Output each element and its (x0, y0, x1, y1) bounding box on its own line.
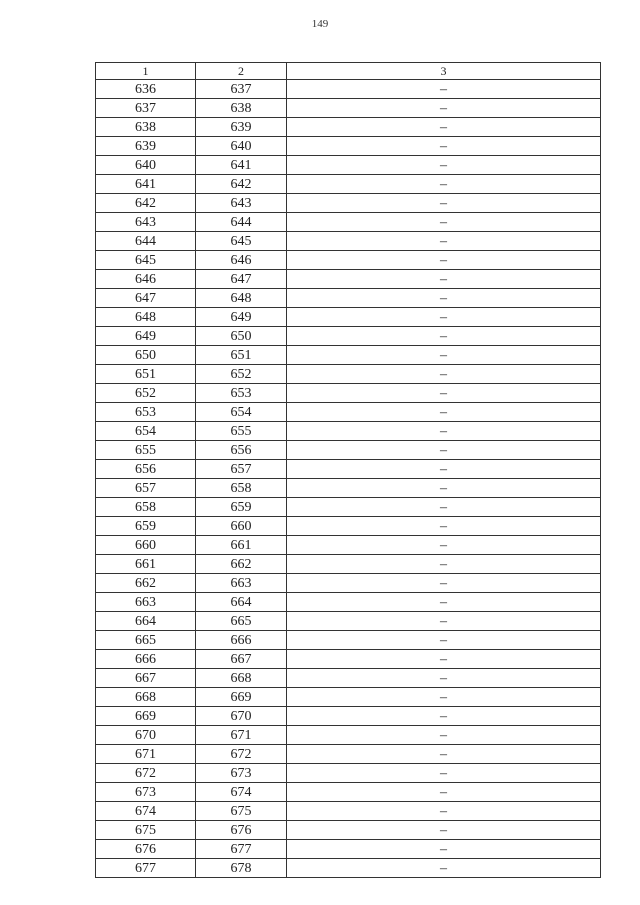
table-row (96, 308, 601, 327)
table-cell-col-2: 674 (196, 783, 287, 802)
table-cell-col-1: 674 (96, 802, 196, 821)
table-cell-col-1: 645 (96, 251, 196, 270)
table-cell-col-1: 677 (96, 859, 196, 878)
table-row (96, 194, 601, 213)
table-row (96, 213, 601, 232)
table-row (96, 441, 601, 460)
table-cell-col-1: 643 (96, 213, 196, 232)
table-cell-col-1: 638 (96, 118, 196, 137)
table-cell-col-3: – (287, 384, 601, 403)
table-cell-col-2: 643 (196, 194, 287, 213)
table-cell-col-1: 649 (96, 327, 196, 346)
table-row (96, 80, 601, 99)
table-cell-col-3: – (287, 840, 601, 859)
table-cell-col-3: – (287, 137, 601, 156)
table-cell-col-3: – (287, 536, 601, 555)
table-cell-col-3: – (287, 270, 601, 289)
table-cell-col-2: 651 (196, 346, 287, 365)
table-row (96, 403, 601, 422)
table-cell-col-3: – (287, 80, 601, 99)
table-row (96, 612, 601, 631)
table-cell-col-1: 668 (96, 688, 196, 707)
table-cell-col-3: – (287, 650, 601, 669)
table-cell-col-1: 656 (96, 460, 196, 479)
table-cell-col-1: 642 (96, 194, 196, 213)
page-number: 149 (311, 18, 329, 30)
table-cell-col-2: 641 (196, 156, 287, 175)
table-cell-col-2: 673 (196, 764, 287, 783)
table-cell-col-2: 668 (196, 669, 287, 688)
table-cell-col-3: – (287, 403, 601, 422)
table-cell-col-3: – (287, 118, 601, 137)
table-cell-col-2: 647 (196, 270, 287, 289)
table-cell-col-1: 654 (96, 422, 196, 441)
table-cell-col-2: 663 (196, 574, 287, 593)
table-cell-col-2: 640 (196, 137, 287, 156)
table-cell-col-1: 651 (96, 365, 196, 384)
table-cell-col-2: 675 (196, 802, 287, 821)
table-cell-col-1: 661 (96, 555, 196, 574)
table-cell-col-3: – (287, 194, 601, 213)
table-cell-col-1: 636 (96, 80, 196, 99)
table-cell-col-2: 666 (196, 631, 287, 650)
table-row (96, 137, 601, 156)
table-cell-col-3: – (287, 745, 601, 764)
column-header-1: 1 (96, 63, 196, 80)
table-cell-col-1: 660 (96, 536, 196, 555)
table-cell-col-2: 664 (196, 593, 287, 612)
table-cell-col-3: – (287, 707, 601, 726)
table-cell-col-3: – (287, 327, 601, 346)
table-cell-col-1: 662 (96, 574, 196, 593)
table-cell-col-2: 661 (196, 536, 287, 555)
table-cell-col-1: 646 (96, 270, 196, 289)
table-cell-col-2: 660 (196, 517, 287, 536)
table-cell-col-3: – (287, 859, 601, 878)
column-header-3: 3 (287, 63, 601, 80)
table-cell-col-1: 641 (96, 175, 196, 194)
table-row (96, 536, 601, 555)
table-cell-col-2: 637 (196, 80, 287, 99)
table-cell-col-2: 644 (196, 213, 287, 232)
table-cell-col-1: 665 (96, 631, 196, 650)
table-row (96, 745, 601, 764)
table-cell-col-3: – (287, 593, 601, 612)
table-row (96, 156, 601, 175)
table-row (96, 669, 601, 688)
table-cell-col-3: – (287, 726, 601, 745)
table-row (96, 764, 601, 783)
table-cell-col-2: 676 (196, 821, 287, 840)
table-cell-col-3: – (287, 346, 601, 365)
table-cell-col-2: 650 (196, 327, 287, 346)
table-cell-col-1: 667 (96, 669, 196, 688)
table-cell-col-1: 653 (96, 403, 196, 422)
table-row (96, 346, 601, 365)
table-cell-col-1: 639 (96, 137, 196, 156)
table-cell-col-2: 648 (196, 289, 287, 308)
table-cell-col-2: 656 (196, 441, 287, 460)
table-cell-col-3: – (287, 365, 601, 384)
table-row (96, 498, 601, 517)
data-table (95, 62, 601, 878)
table-cell-col-3: – (287, 460, 601, 479)
table-cell-col-3: – (287, 213, 601, 232)
table-cell-col-2: 657 (196, 460, 287, 479)
table-cell-col-1: 673 (96, 783, 196, 802)
table-cell-col-1: 658 (96, 498, 196, 517)
table-cell-col-3: – (287, 289, 601, 308)
table-row (96, 365, 601, 384)
table-cell-col-1: 670 (96, 726, 196, 745)
table-cell-col-3: – (287, 479, 601, 498)
table-row (96, 517, 601, 536)
table-cell-col-2: 667 (196, 650, 287, 669)
table-cell-col-1: 655 (96, 441, 196, 460)
table-cell-col-2: 672 (196, 745, 287, 764)
table-cell-col-1: 669 (96, 707, 196, 726)
table-cell-col-3: – (287, 232, 601, 251)
table-row (96, 840, 601, 859)
table-cell-col-3: – (287, 422, 601, 441)
table-cell-col-2: 638 (196, 99, 287, 118)
table-cell-col-3: – (287, 669, 601, 688)
table-cell-col-1: 648 (96, 308, 196, 327)
table-cell-col-1: 640 (96, 156, 196, 175)
table-row (96, 422, 601, 441)
table-cell-col-3: – (287, 688, 601, 707)
table-cell-col-3: – (287, 441, 601, 460)
table-cell-col-1: 676 (96, 840, 196, 859)
table-row (96, 574, 601, 593)
table-row (96, 270, 601, 289)
table-row (96, 821, 601, 840)
table-row (96, 726, 601, 745)
table-cell-col-3: – (287, 156, 601, 175)
table-cell-col-3: – (287, 574, 601, 593)
table-row (96, 289, 601, 308)
table-cell-col-3: – (287, 612, 601, 631)
table-cell-col-1: 671 (96, 745, 196, 764)
table-cell-col-1: 644 (96, 232, 196, 251)
column-header-2: 2 (196, 63, 287, 80)
table-cell-col-3: – (287, 308, 601, 327)
table-body (96, 80, 601, 878)
table-cell-col-1: 650 (96, 346, 196, 365)
table-cell-col-2: 678 (196, 859, 287, 878)
table-cell-col-3: – (287, 802, 601, 821)
table-cell-col-3: – (287, 783, 601, 802)
table-cell-col-1: 647 (96, 289, 196, 308)
table-row (96, 327, 601, 346)
table-row (96, 118, 601, 137)
table-cell-col-3: – (287, 517, 601, 536)
table-cell-col-3: – (287, 175, 601, 194)
table-cell-col-3: – (287, 251, 601, 270)
table-row (96, 479, 601, 498)
table-row (96, 460, 601, 479)
table-cell-col-1: 652 (96, 384, 196, 403)
table-cell-col-2: 654 (196, 403, 287, 422)
table-cell-col-1: 637 (96, 99, 196, 118)
table-cell-col-2: 665 (196, 612, 287, 631)
table-row (96, 707, 601, 726)
table-row (96, 802, 601, 821)
table-cell-col-1: 663 (96, 593, 196, 612)
table-cell-col-3: – (287, 555, 601, 574)
table-cell-col-2: 662 (196, 555, 287, 574)
table-cell-col-1: 659 (96, 517, 196, 536)
table-cell-col-2: 639 (196, 118, 287, 137)
table-cell-col-3: – (287, 99, 601, 118)
table-cell-col-2: 677 (196, 840, 287, 859)
table-row (96, 384, 601, 403)
table-cell-col-3: – (287, 764, 601, 783)
table-header-row (96, 63, 601, 80)
table-cell-col-2: 669 (196, 688, 287, 707)
table-cell-col-1: 657 (96, 479, 196, 498)
table-cell-col-2: 670 (196, 707, 287, 726)
table-cell-col-2: 642 (196, 175, 287, 194)
table-row (96, 175, 601, 194)
table-cell-col-2: 652 (196, 365, 287, 384)
table-row (96, 251, 601, 270)
table-cell-col-2: 649 (196, 308, 287, 327)
table-cell-col-2: 658 (196, 479, 287, 498)
table-cell-col-3: – (287, 821, 601, 840)
table-cell-col-2: 646 (196, 251, 287, 270)
table-row (96, 650, 601, 669)
table-row (96, 859, 601, 878)
table-cell-col-2: 659 (196, 498, 287, 517)
table-row (96, 99, 601, 118)
table-row (96, 593, 601, 612)
table-cell-col-2: 645 (196, 232, 287, 251)
table-cell-col-2: 655 (196, 422, 287, 441)
table-cell-col-1: 666 (96, 650, 196, 669)
table-cell-col-3: – (287, 498, 601, 517)
table-row (96, 688, 601, 707)
table-row (96, 232, 601, 251)
table-cell-col-1: 664 (96, 612, 196, 631)
table-row (96, 555, 601, 574)
table-cell-col-1: 675 (96, 821, 196, 840)
table-row (96, 783, 601, 802)
table-row (96, 631, 601, 650)
table-cell-col-1: 672 (96, 764, 196, 783)
table-cell-col-2: 653 (196, 384, 287, 403)
table-cell-col-2: 671 (196, 726, 287, 745)
table-cell-col-3: – (287, 631, 601, 650)
